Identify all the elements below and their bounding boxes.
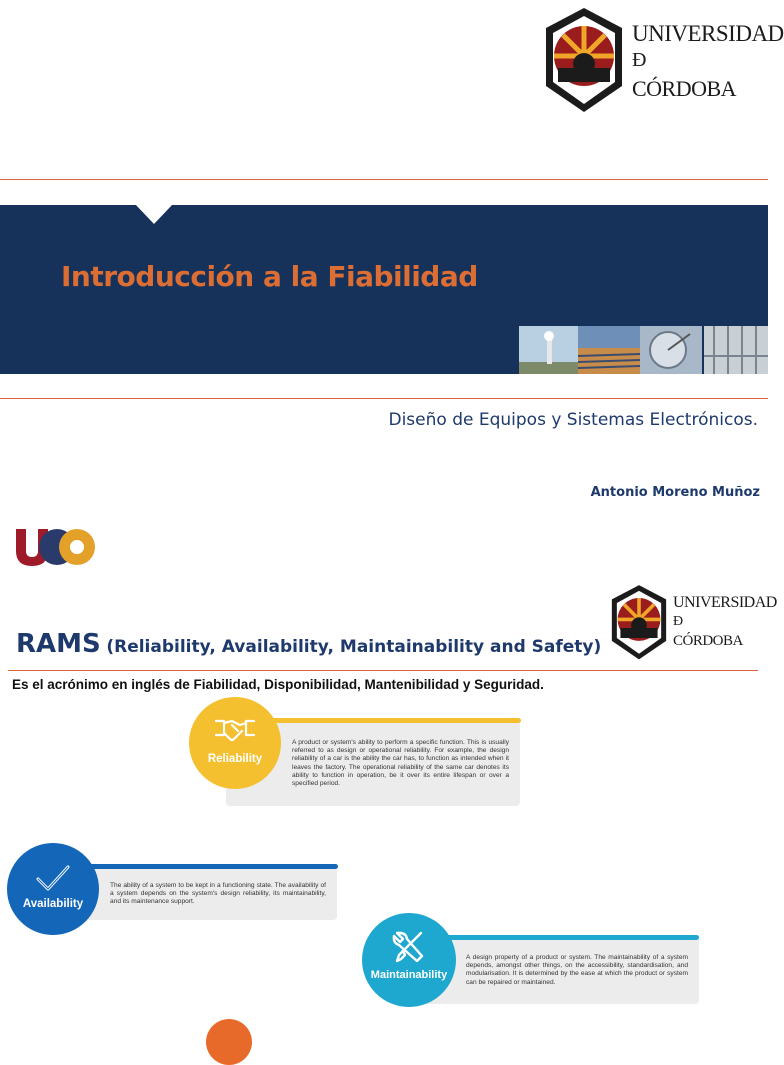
reliability-bar	[240, 718, 521, 723]
university-name-line2: Ð	[632, 49, 646, 71]
rams-heading	[16, 629, 601, 659]
availability-label: Availability	[22, 898, 84, 910]
uco-logo	[14, 525, 96, 567]
university-seal-icon	[609, 583, 669, 663]
divider-top	[0, 179, 768, 180]
maintainability-circle	[362, 913, 456, 1007]
university-name-line1: UNIVERSIDAD	[673, 594, 777, 611]
university-name-line3: CÓRDOBA	[632, 76, 737, 101]
maintainability-description: A design property of a product or system. The maintainability of a system depends, amongst other things, on the accessibility, standardisation, and modularisation. It is determined by the ease at which the product or system can be repaired or maintained.	[466, 954, 688, 986]
university-logo	[542, 6, 784, 116]
availability-circle	[7, 843, 99, 935]
university-logo-small	[609, 583, 777, 663]
banner-notch	[135, 204, 173, 224]
safety-circle-partial	[206, 1019, 252, 1065]
university-seal-icon	[542, 6, 626, 116]
university-name-line1: UNIVERSIDAD	[632, 21, 784, 46]
author-name: Antonio Moreno Muñoz	[590, 485, 760, 500]
wrench-screwdriver-icon	[391, 929, 427, 965]
checkmark-icon	[34, 863, 72, 895]
availability-description: The ability of a system to be kept in a functioning state. The availability of a system depends on the system's design reliability, its maintainability, and its maintenance support.	[110, 882, 326, 906]
solar-dish-photo	[640, 326, 702, 374]
rams-title-detail: (Reliability, Availability, Maintainability and Safety)	[106, 637, 602, 657]
rams-divider	[8, 670, 758, 671]
course-subtitle: Diseño de Equipos y Sistemas Electrónicos.	[388, 410, 758, 430]
slide-title: Introducción a la Fiabilidad	[61, 260, 478, 293]
university-name-line2: Ð	[673, 614, 683, 629]
availability-bar	[82, 864, 338, 869]
divider-bottom	[0, 398, 768, 399]
maintainability-bar	[436, 935, 699, 940]
reliability-circle	[189, 697, 281, 789]
uco-logo-icon	[14, 525, 96, 567]
maintainability-label: Maintainability	[370, 969, 448, 981]
rams-definition: Es el acrónimo en inglés de Fiabilidad, Disponibilidad, Mantenibilidad y Seguridad.	[12, 677, 544, 692]
solar-plant-photo	[704, 326, 768, 374]
university-name-line3: CÓRDOBA	[673, 633, 743, 649]
reliability-label: Reliability	[207, 753, 263, 765]
reliability-description: A product or system's ability to perform a specific function. This is usually referred to as design or operational reliability. For example, the design reliability of a car is the ability the car has, to function as intended when it leaves the factory. The operational reliability of the same car denotes its ability to function in operation, be it over its entire lifespan or over a specified period.	[292, 739, 509, 788]
rams-title-main: RAMS	[16, 629, 101, 659]
handshake-icon	[214, 715, 256, 745]
solar-tower-photo	[519, 326, 581, 374]
solar-field-photo	[578, 326, 640, 374]
